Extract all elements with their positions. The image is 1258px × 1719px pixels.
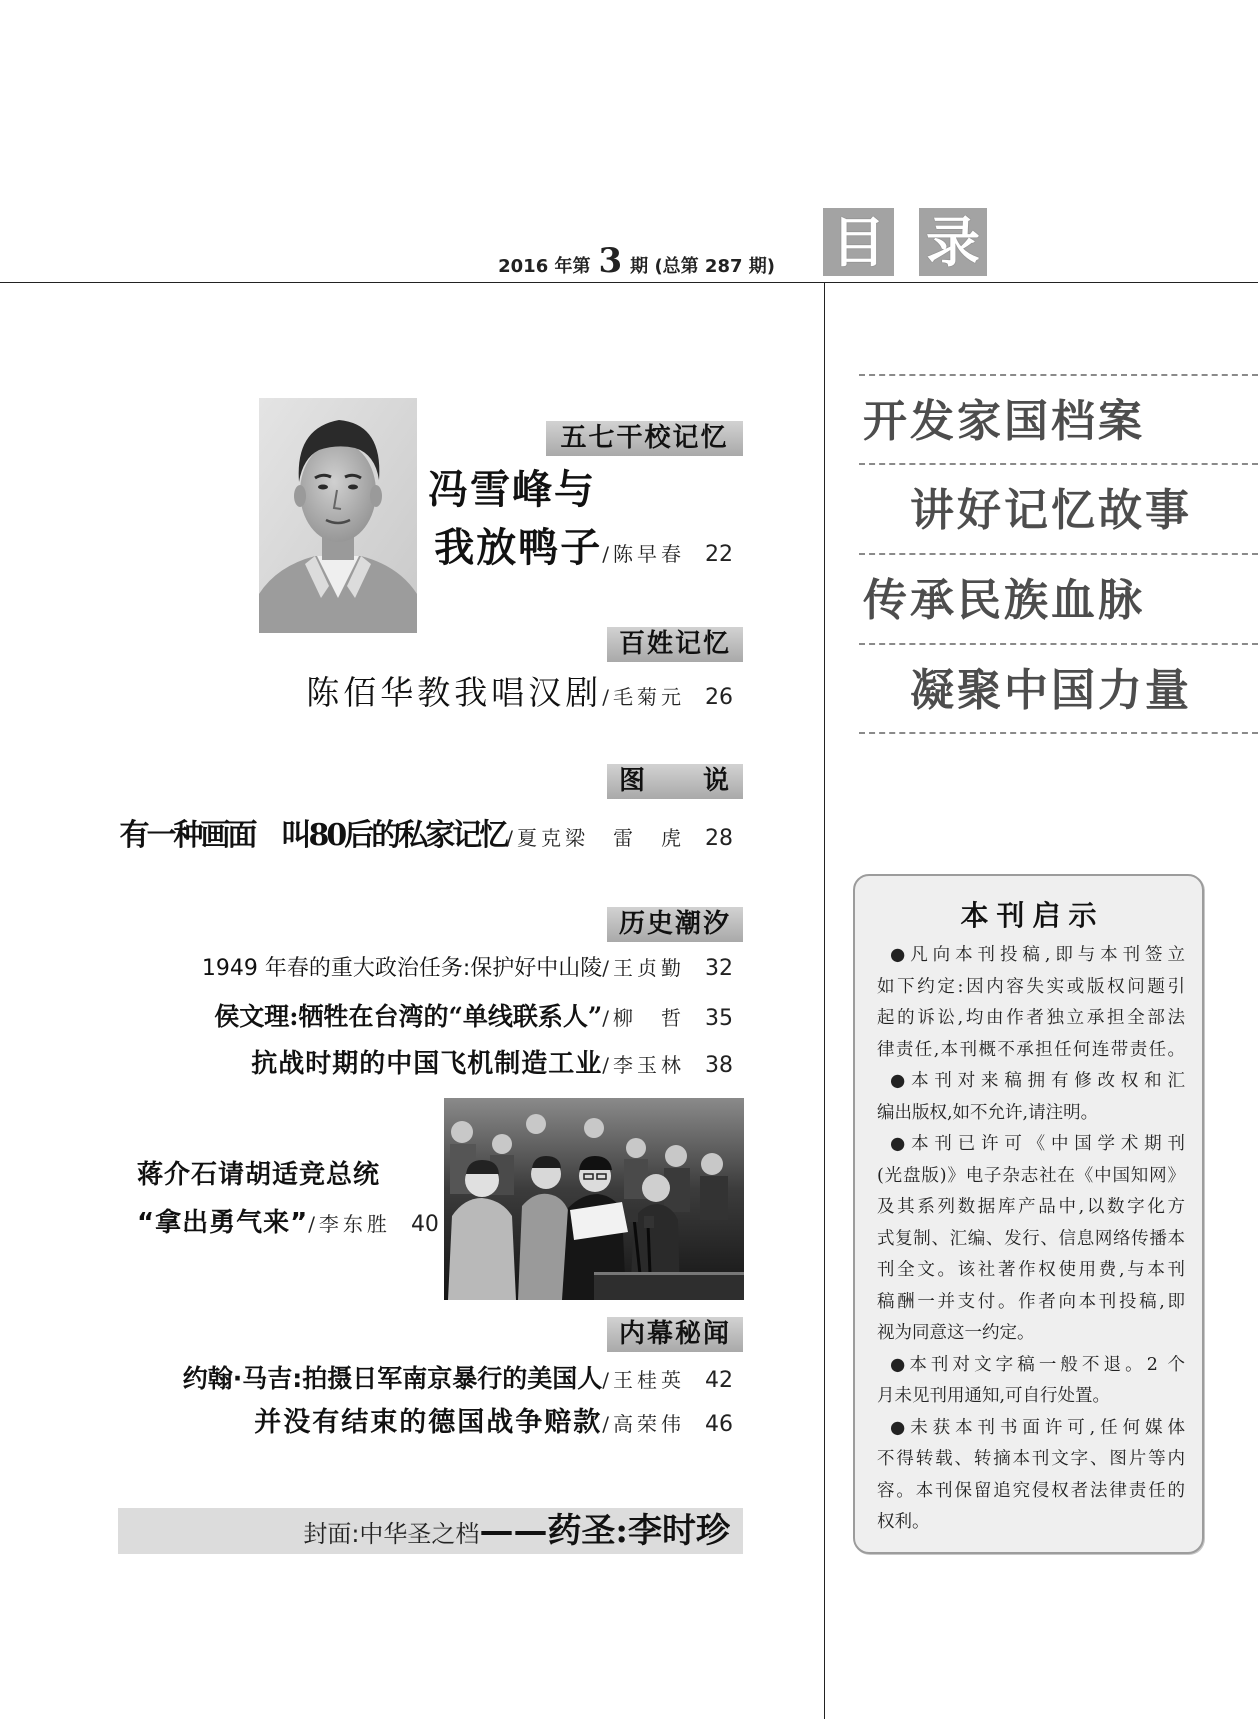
notice-line: ●本刊对文字稿一般不退。2 个 (890, 1354, 1185, 1375)
notice-line: 刊全文。该社著作权使用费,与本刊 (877, 1260, 1185, 1280)
section-label-cadre-school: 五七干校记忆 (546, 421, 743, 456)
notice-line: 式复制、汇编、发行、信息网络传播本 (877, 1228, 1185, 1249)
article-author: /王贞勤 (602, 956, 685, 980)
cover-caption-bar (118, 1508, 743, 1554)
notice-title: 本刊启示 (960, 899, 1105, 932)
article-title: 陈佰华教我唱汉剧 (306, 673, 603, 712)
notice-body (877, 940, 1185, 1539)
notice-line: 不得转载、转摘本刊文字、图片等内 (877, 1449, 1185, 1469)
toc-entry (137, 1205, 439, 1241)
section-label-picture-story: 图 说 (607, 764, 743, 799)
issue-year-label: 2016 年第 (498, 256, 591, 277)
section-label-folk-memory: 百姓记忆 (607, 627, 743, 662)
slogan-line: 凝聚中国力量 (910, 665, 1192, 716)
notice-line: ●未获本刊书面许可,任何媒体 (890, 1417, 1185, 1438)
article-title: 约翰·马吉:拍摄日军南京暴行的美国人 (182, 1364, 603, 1393)
group-photo (444, 1098, 744, 1300)
section-label-inside-stories: 内幕秘闻 (607, 1317, 743, 1352)
notice-line: 权利。 (877, 1512, 930, 1532)
cover-caption-label: 封面:中华圣之档 (303, 1520, 480, 1548)
notice-line: ●凡向本刊投稿,即与本刊签立 (890, 945, 1185, 965)
notice-line: 视为同意这一约定。 (877, 1323, 1035, 1343)
contents-heading-char-2: 录 (919, 208, 987, 276)
issue-total-label: 期 (总第 287 期) (630, 256, 775, 277)
page-number: 32 (705, 956, 733, 981)
page-number: 40 (410, 1212, 439, 1237)
slogan-line: 讲好记忆故事 (910, 485, 1192, 536)
article-title-line: 蒋介石请胡适竞总统 (137, 1160, 381, 1190)
page-number: 42 (705, 1368, 733, 1393)
page-number: 38 (705, 1053, 733, 1078)
page-number: 46 (705, 1412, 733, 1437)
article-author: /李东胜 (308, 1212, 391, 1236)
dashed-divider (859, 374, 1258, 376)
toc-entry (434, 524, 733, 572)
article-author: /陈早春 (602, 542, 685, 566)
dashed-divider (859, 553, 1258, 555)
article-author: /高荣伟 (602, 1412, 685, 1436)
article-title: 有一种画面 叫80后的私家记忆 (119, 818, 507, 853)
notice-line: 编出版权,如不允许,请注明。 (877, 1102, 1099, 1123)
toc-entry (214, 999, 733, 1035)
article-title-line: 我放鸭子 (434, 524, 603, 571)
toc-entry (202, 952, 733, 986)
slogan-line: 传承民族血脉 (863, 575, 1145, 626)
issue-number: 3 (598, 241, 623, 281)
notice-line: 容。本刊保留追究侵权者法律责任的 (877, 1480, 1185, 1501)
toc-entry (254, 1405, 733, 1441)
notice-line: ●本刊对来稿拥有修改权和汇 (890, 1071, 1185, 1091)
article-title-line: “拿出勇气来” (137, 1208, 309, 1238)
lectern-table (594, 1272, 744, 1300)
toc-entry (120, 814, 734, 858)
article-title: 1949 年春的重大政治任务:保护好中山陵 (201, 956, 603, 981)
article-title: 并没有结束的德国战争赔款 (254, 1407, 603, 1438)
article-author: /毛菊元 (602, 685, 685, 709)
column-divider (824, 283, 825, 1719)
dashed-divider (859, 643, 1258, 645)
notice-line: (光盘版)》电子杂志社在《中国知网》 (877, 1165, 1185, 1186)
section-label-history-tide: 历史潮汐 (607, 907, 743, 942)
notice-line: 起的诉讼,均由作者独立承担全部法 (877, 1008, 1185, 1028)
editorial-notice-box (853, 874, 1204, 1554)
article-author: /夏克梁 雷 虎 (506, 826, 685, 850)
notice-line: ●本刊已许可《中国学术期刊 (890, 1134, 1185, 1154)
contents-heading-char-1: 目 (823, 208, 894, 276)
notice-line: 月未见刊用通知,可自行处置。 (877, 1386, 1111, 1406)
dashed-divider (859, 732, 1258, 734)
page-number: 28 (705, 826, 733, 851)
cover-caption-subject: ——药圣:李时珍 (479, 1511, 730, 1551)
slogan-line: 开发家国档案 (863, 396, 1145, 447)
notice-line: 及其系列数据库产品中,以数字化方 (877, 1197, 1185, 1217)
notice-line: 如下约定:因内容失实或版权问题引 (877, 976, 1185, 997)
dashed-divider (859, 463, 1258, 465)
portrait-photo (259, 398, 417, 633)
toc-entry (306, 671, 733, 715)
issue-info (498, 241, 775, 284)
page-number: 26 (705, 685, 733, 710)
article-title: 侯文理:牺牲在台湾的“单线联系人” (214, 1002, 603, 1031)
page-number: 22 (705, 542, 733, 567)
toc-entry (251, 1046, 733, 1082)
page-number: 35 (705, 1006, 733, 1031)
notice-line: 稿酬一并支付。作者向本刊投稿,即 (877, 1291, 1185, 1312)
notice-line: 律责任,本刊概不承担任何连带责任。 (877, 1039, 1185, 1060)
article-author: /李玉林 (602, 1053, 685, 1077)
toc-entry (183, 1361, 733, 1397)
article-title-line: 冯雪峰与 (428, 466, 596, 513)
article-author: /王桂英 (602, 1368, 685, 1392)
article-author: /柳 哲 (602, 1006, 685, 1030)
article-title: 抗战时期的中国飞机制造工业 (251, 1049, 603, 1079)
